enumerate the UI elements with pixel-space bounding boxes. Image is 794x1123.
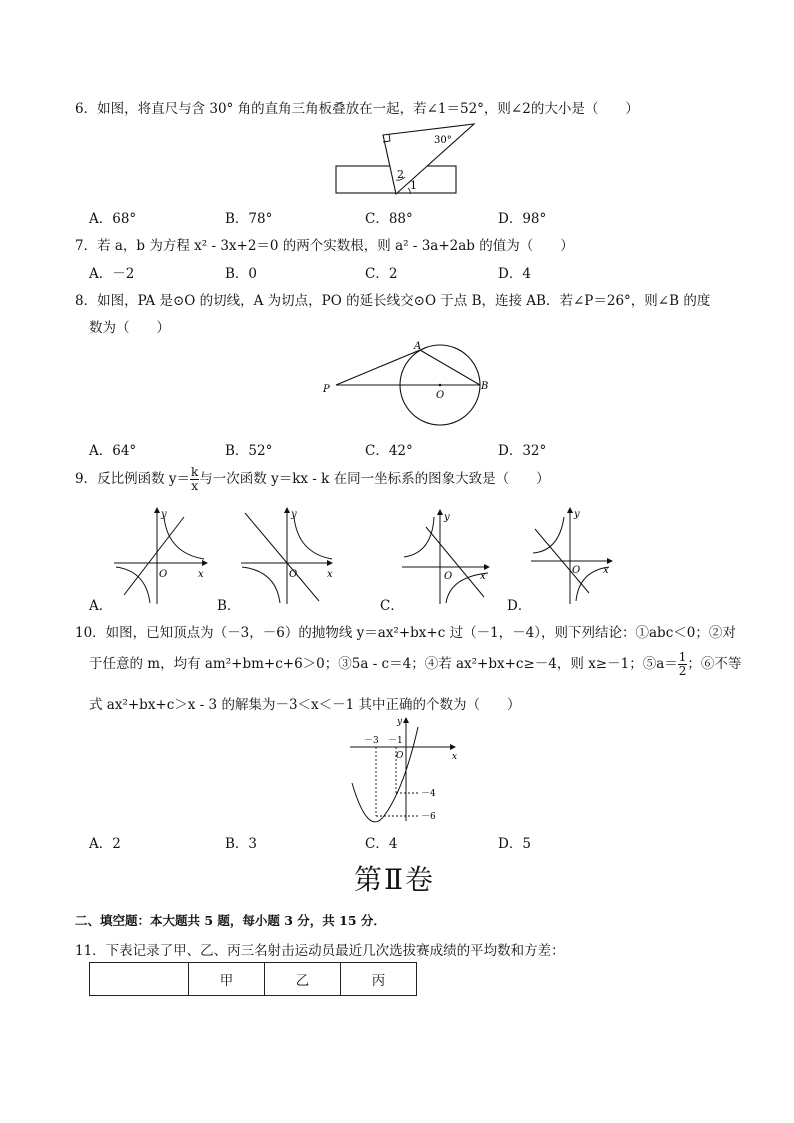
q8-label-a: A [414, 341, 422, 352]
q7-option-c: C．2 [365, 266, 398, 282]
q9-b-origin: O [289, 569, 298, 580]
table-header-cell: 丙 [341, 963, 417, 996]
q7-text: 7．若 a，b 为方程 x² - 3x+2＝0 的两个实数根，则 a² - 3a+2ab 的值为（ ） [75, 238, 574, 254]
q6-option-d: D．98° [498, 211, 547, 227]
q9-frac-num: k [191, 465, 199, 479]
q6-option-c: C．88° [365, 211, 413, 227]
q9-b-y-label: y [291, 509, 297, 520]
q10-text-line1: 10．如图，已知顶点为（－3，－6）的抛物线 y＝ax²+bx+c 过（－1，－4），则下列结论：①abc＜0；②对 [75, 625, 736, 641]
q9-graph-d [527, 505, 617, 607]
q9-c-y-label: y [444, 512, 450, 523]
q7-option-a: A．－2 [89, 266, 135, 282]
q10-text-line3: 式 ax²+bx+c＞x - 3 的解集为－3＜x＜－1 其中正确的个数为（ ） [89, 697, 521, 713]
q9-graph-c [398, 505, 496, 607]
q10-label-m6: －6 [421, 812, 436, 822]
q10-figure [344, 713, 462, 825]
q10-fraction [678, 651, 688, 678]
q7-option-d: D．4 [498, 266, 531, 282]
q9-a-x-label: x [198, 569, 204, 580]
q10-label-m4: －4 [421, 789, 436, 799]
q10-option-d: D．5 [498, 836, 531, 852]
q10-x-label: x [452, 752, 458, 762]
q9-fraction [190, 466, 199, 493]
q9-c-x-label: x [480, 571, 486, 582]
q9-option-b: B． [217, 598, 241, 614]
q6-label-30: 30° [434, 135, 452, 146]
q9-option-a: A． [89, 598, 113, 614]
q7-option-b: B．0 [225, 266, 258, 282]
q6-option-b: B．78° [225, 211, 273, 227]
q10-line2-post: ；⑥不等 [687, 656, 742, 672]
q9-graph-a [110, 505, 210, 607]
table-header-cell: 乙 [265, 963, 341, 996]
q9-option-c: C． [380, 598, 404, 614]
q8-label-p: P [323, 384, 330, 395]
q10-frac-den: 2 [678, 664, 687, 678]
q10-label-m1: －1 [388, 736, 403, 746]
q8-option-c: C．42° [365, 443, 413, 459]
q10-y-label: y [397, 717, 403, 727]
q9-d-y-label: y [574, 509, 580, 520]
q6-label-2: 2 [397, 168, 404, 181]
q10-option-b: B．3 [225, 836, 258, 852]
q10-option-a: A．2 [89, 836, 121, 852]
q8-text-line2: 数为（ ） [89, 320, 170, 336]
q10-option-c: C．4 [365, 836, 398, 852]
table-row [90, 963, 417, 996]
q8-label-o: O [436, 390, 445, 401]
q9-c-origin: O [444, 571, 453, 582]
q9-frac-den: x [191, 479, 199, 493]
q10-origin: O [396, 751, 404, 761]
q9-text-post: 与一次函数 y＝kx - k 在同一坐标系的图象大致是（ ） [199, 471, 550, 487]
q10-frac-num: 1 [678, 650, 687, 664]
q8-text-line1: 8．如图，PA 是⊙O 的切线，A 为切点，PO 的延长线交⊙O 于点 B，连接 AB．若∠P＝26°，则∠B 的度 [75, 293, 711, 309]
q8-option-a: A．64° [89, 443, 137, 459]
q6-option-a: A．68° [89, 211, 137, 227]
q9-text-pre: 9．反比例函数 y＝ [75, 471, 191, 487]
q9-a-origin: O [159, 569, 168, 580]
q10-label-m3: －3 [364, 736, 379, 746]
q8-label-b: B [481, 381, 489, 392]
q10-line2-pre: 于任意的 m，均有 am²+bm+c+6＞0；③5a - c＝4；④若 ax²+bx+c≥－4，则 x≥－1；⑤a＝ [89, 656, 678, 672]
q8-option-b: B．52° [225, 443, 273, 459]
q6-label-1: 1 [410, 179, 417, 192]
q9-a-y-label: y [161, 509, 167, 520]
section-title: 第Ⅱ卷 [354, 863, 436, 896]
q9-d-origin: O [572, 565, 581, 576]
table-header-cell [90, 963, 189, 996]
q6-figure [333, 118, 483, 200]
section2-header: 二、填空题：本大题共 5 题，每小题 3 分，共 15 分． [75, 913, 386, 928]
q9-graph-b [237, 505, 339, 607]
q8-option-d: D．32° [498, 443, 547, 459]
q9-d-x-label: x [603, 565, 609, 576]
q8-figure [318, 338, 496, 430]
q11-table [89, 962, 417, 996]
q10-text-line2 [89, 651, 741, 678]
q9-text [75, 466, 550, 493]
q6-text: 6．如图，将直尺与含 30° 角的直角三角板叠放在一起，若∠1＝52°，则∠2的大小是（ ） [75, 101, 639, 117]
q9-b-x-label: x [327, 569, 333, 580]
table-header-cell: 甲 [189, 963, 265, 996]
q11-text: 11．下表记录了甲、乙、丙三名射击运动员最近几次选拔赛成绩的平均数和方差： [75, 943, 565, 959]
q9-option-d: D． [507, 598, 532, 614]
